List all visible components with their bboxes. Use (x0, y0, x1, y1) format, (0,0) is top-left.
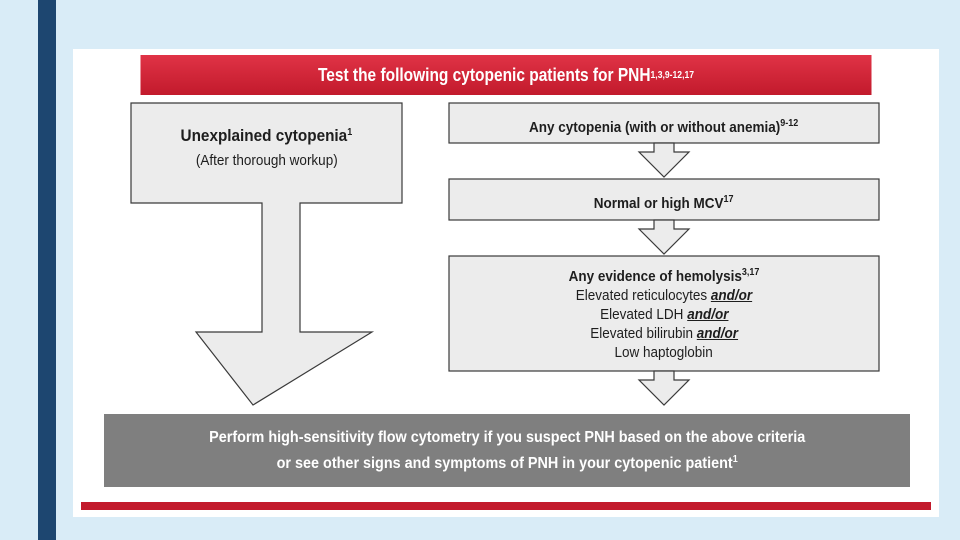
list-item: Low haptoglobin (614, 344, 714, 361)
step1-text: Any cytopenia (with or without anemia)$^{9-12}$ (529, 118, 799, 136)
step3-title-ref: 3,17 (741, 267, 760, 278)
left-box-subtitle: (After thorough workup) (195, 152, 338, 169)
step3-text (449, 263, 879, 362)
left-box-title-ref: 1 (347, 127, 353, 138)
step3-title: Any evidence of hemolysis (568, 268, 742, 285)
left-box-text (131, 123, 402, 170)
header-refs: 1,3,9-12,17 (650, 69, 695, 81)
step2-text: Normal or high MCV$^{17}$ (594, 194, 734, 212)
bottom-line2: or see other signs and symptoms of PNH in your cytopenic patient (276, 454, 733, 472)
list-item: Elevated LDH and/or (599, 306, 729, 323)
bottom-line2-ref: 1 (732, 453, 738, 465)
bottom-action-banner (104, 414, 910, 487)
list-item: Elevated bilirubin and/or (590, 325, 738, 342)
footer-red-rule (81, 502, 931, 510)
arrow-down-icon (639, 371, 689, 405)
arrow-down-icon (639, 220, 689, 254)
bottom-line1: Perform high-sensitivity flow cytometry if you suspect PNH based on the above criteria (208, 428, 806, 446)
arrow-down-icon (639, 143, 689, 177)
list-item: Elevated reticulocytes and/or (575, 287, 753, 304)
header-text: Test the following cytopenic patients for PNH (317, 64, 651, 85)
left-box-title: Unexplained cytopenia (180, 126, 348, 145)
